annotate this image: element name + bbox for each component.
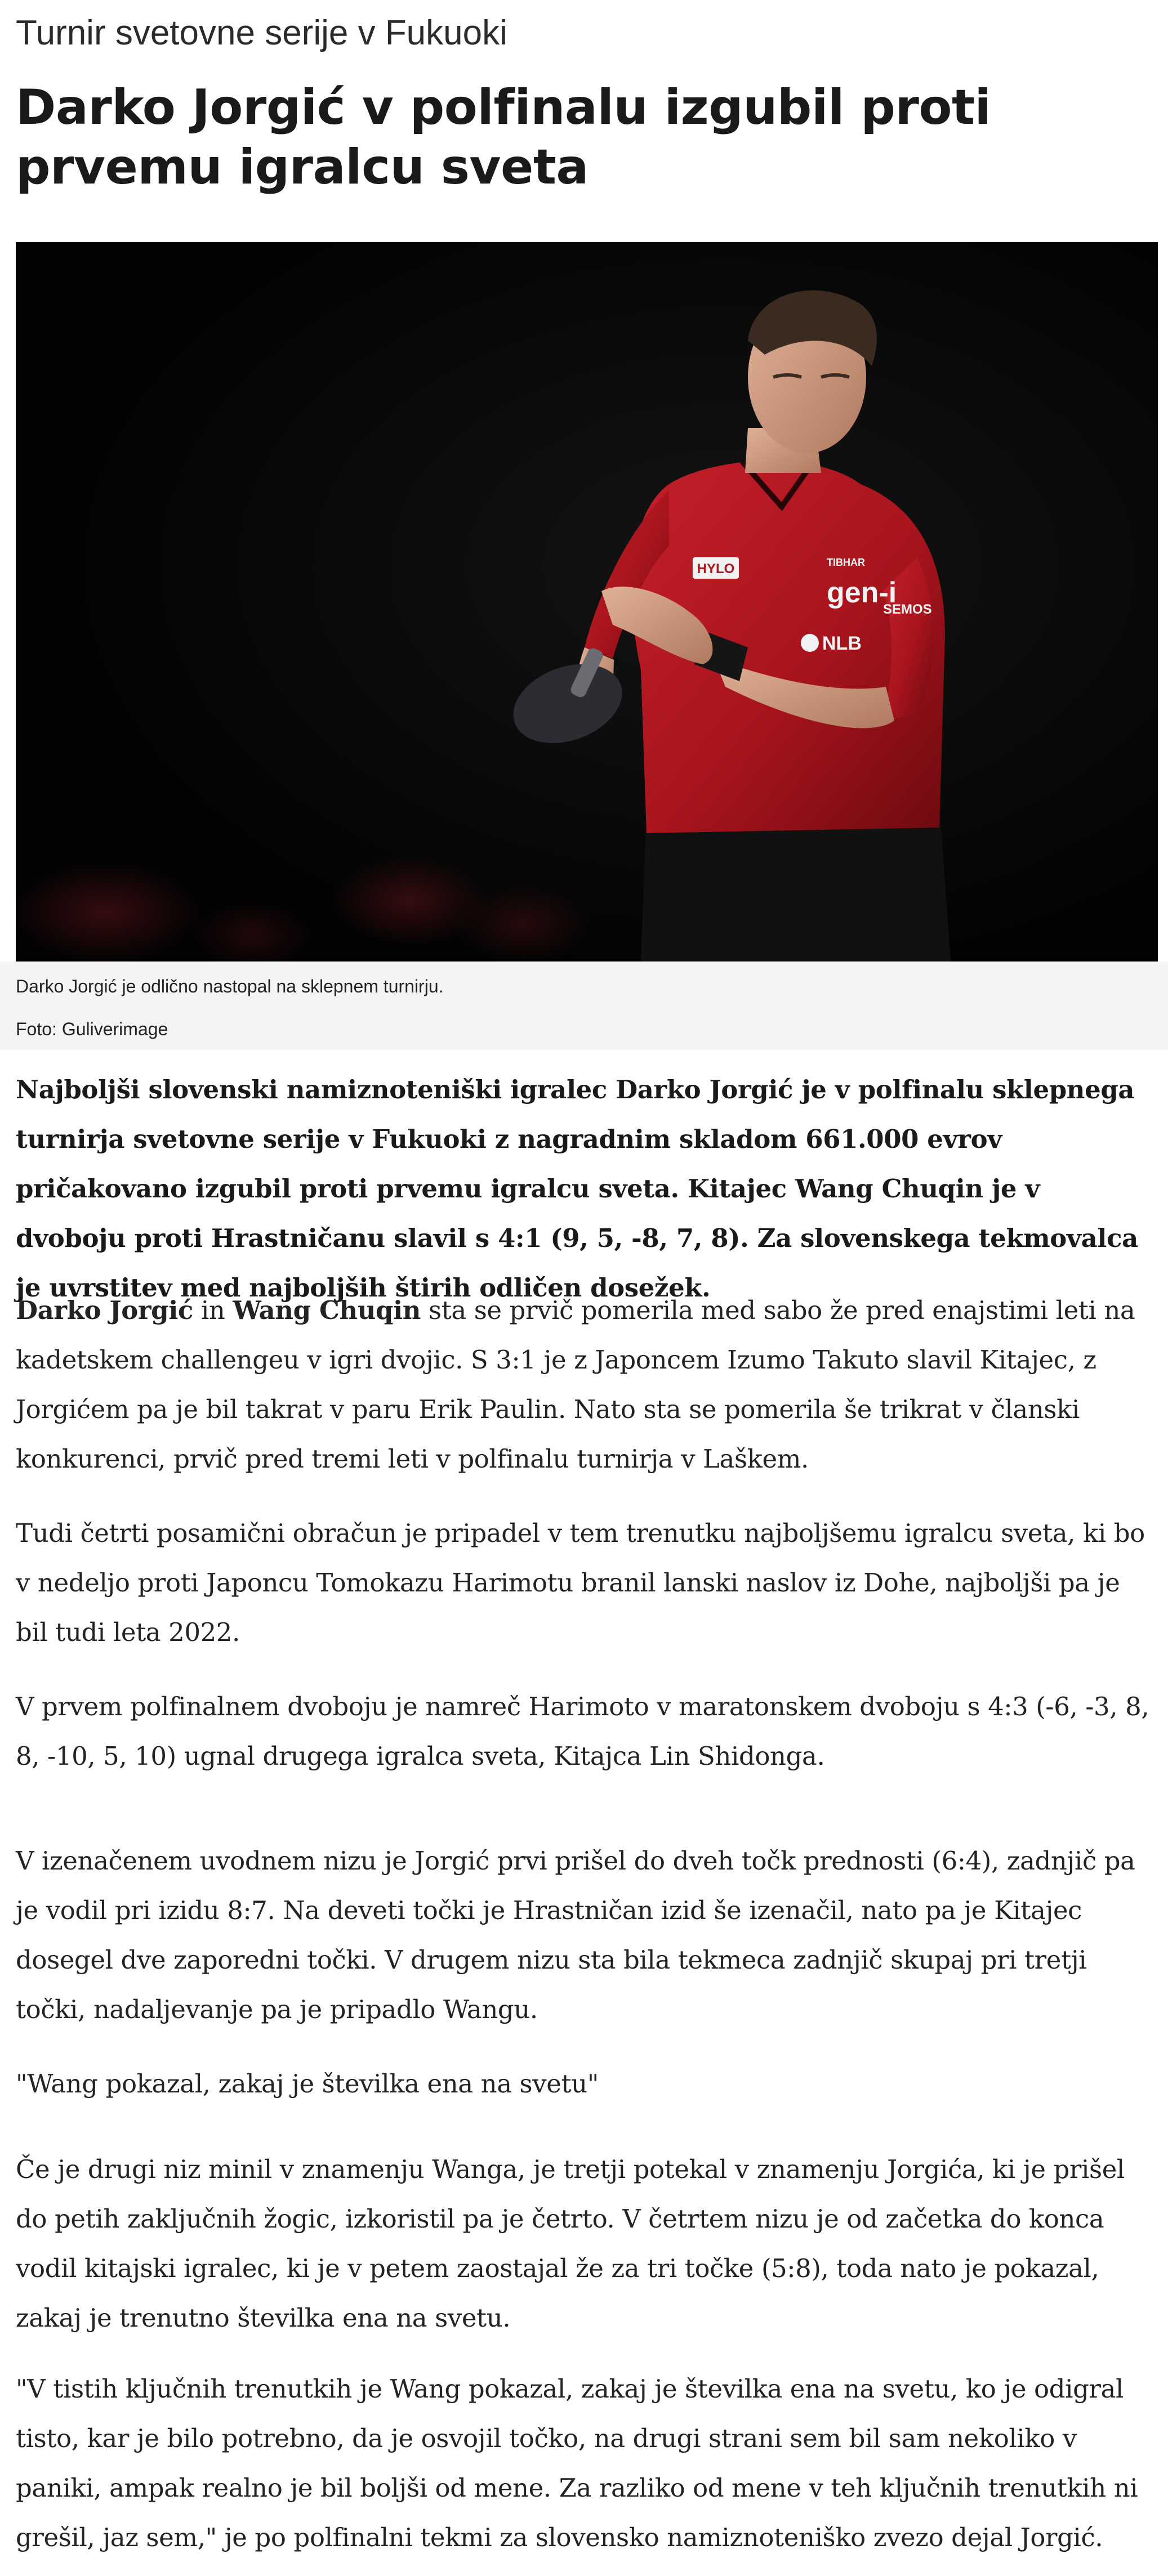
paragraph-5: Če je drugi niz minil v znamenju Wanga, je tretji potekal v znamenju Jorgića, ki je prišel do petih zaključnih žogic, izkoristil pa je četrto. V četrtem nizu je od začetka do konca vodil kitajski igralec, ki je v petem zaostajal že za tri točke (5:8), toda nato je pokazal, zakaj je trenutno številka ena na svetu. [16, 2154, 1125, 2333]
paragraph-2: Tudi četrti posamični obračun je pripadel v tem trenutku najboljšemu igralcu sveta, ki bo v nedeljo proti Japoncu Tomokazu Harimotu branil lanski naslov iz Dohe, najboljši pa je bil tudi leta 2022. [16, 1518, 1145, 1647]
nlb-logo-text: NLB [822, 633, 862, 654]
paragraph-1 [16, 1286, 1156, 1484]
tibhar-logo-text: TIBHAR [827, 557, 865, 568]
photo-caption: Darko Jorgić je odlično nastopal na sklepnem turnirju. [16, 976, 444, 996]
article-photo [16, 242, 1158, 961]
player-name-wang: Wang Chuqin [233, 1295, 421, 1325]
player-name-jorgic: Darko Jorgić [16, 1295, 193, 1325]
photo-caption-box [0, 961, 1168, 1050]
paragraph-6: "V tistih ključnih trenutkih je Wang pokazal, zakaj je številka ena na svetu, ko je odigral tisto, kar je bilo potrebno, da je osvojil točko, na drugi strani sem bil sam nekoliko v paniki, ampak realno je bil boljši od mene. Za razliko od mene v teh ključnih trenutkih ni grešil, jaz sem," je po polfinalni tekmi za slovensko namiznoteniško zvezo dejal Jorgić. [16, 2374, 1138, 2552]
article-kicker: Turnir svetovne serije v Fukuoki [16, 14, 507, 52]
paragraph-1-text: sta se prvič pomerila med sabo že pred enajstimi leti na kadetskem challengeu v igri dvojic. S 3:1 je z Japoncem Izumo Takuto slavil Kitajec, z Jorgićem pa je bil takrat v paru Erik Paulin. Nato sta se pomerila še trikrat v članski konkurenci, prvič pred tremi leti v polfinalu turnirja v Laškem. [16, 1295, 1135, 1474]
semos-logo-text: SEMOS [883, 602, 932, 617]
photo-credit: Foto: Guliverimage [16, 1019, 168, 1039]
subheading-quote: "Wang pokazal, zakaj je številka ena na svetu" [16, 2069, 599, 2099]
geni-logo-text: gen-i [827, 576, 897, 609]
hylo-logo-text: HYLO [697, 561, 735, 576]
paragraph-3: V prvem polfinalnem dvoboju je namreč Harimoto v maratonskem dvoboju s 4:3 (-6, -3, 8, 8, -10, 5, 10) ugnal drugega igralca sveta, Kitajca Lin Shidonga. [16, 1692, 1149, 1771]
conjunction: in [193, 1295, 233, 1325]
article-headline: Darko Jorgić v polfinalu izgubil proti prvemu igralcu sveta [16, 79, 991, 195]
paragraph-4: V izenačenem uvodnem nizu je Jorgić prvi prišel do dveh točk prednosti (6:4), zadnjič pa je vodil pri izidu 8:7. Na deveti točki je Hrastničan izid še izenačil, nato pa je Kitajec dosegel dve zaporedni točki. V drugem nizu sta bila tekmeca zadnjič skupaj pri tretji točki, nadaljevanje pa je pripadlo Wangu. [16, 1846, 1135, 2024]
lead-paragraph: Najboljši slovenski namiznoteniški igralec Darko Jorgić je v polfinalu sklepnega turnirja svetovne serije v Fukuoki z nagradnim skladom 661.000 evrov pričakovano izgubil proti prvemu igralcu sveta. Kitajec Wang Chuqin je v dvoboju proti Hrastničanu slavil s 4:1 (9, 5, -8, 7, 8). Za slovenskega tekmovalca je uvrstitev med najboljših štirih odličen dosežek. [16, 1075, 1138, 1303]
